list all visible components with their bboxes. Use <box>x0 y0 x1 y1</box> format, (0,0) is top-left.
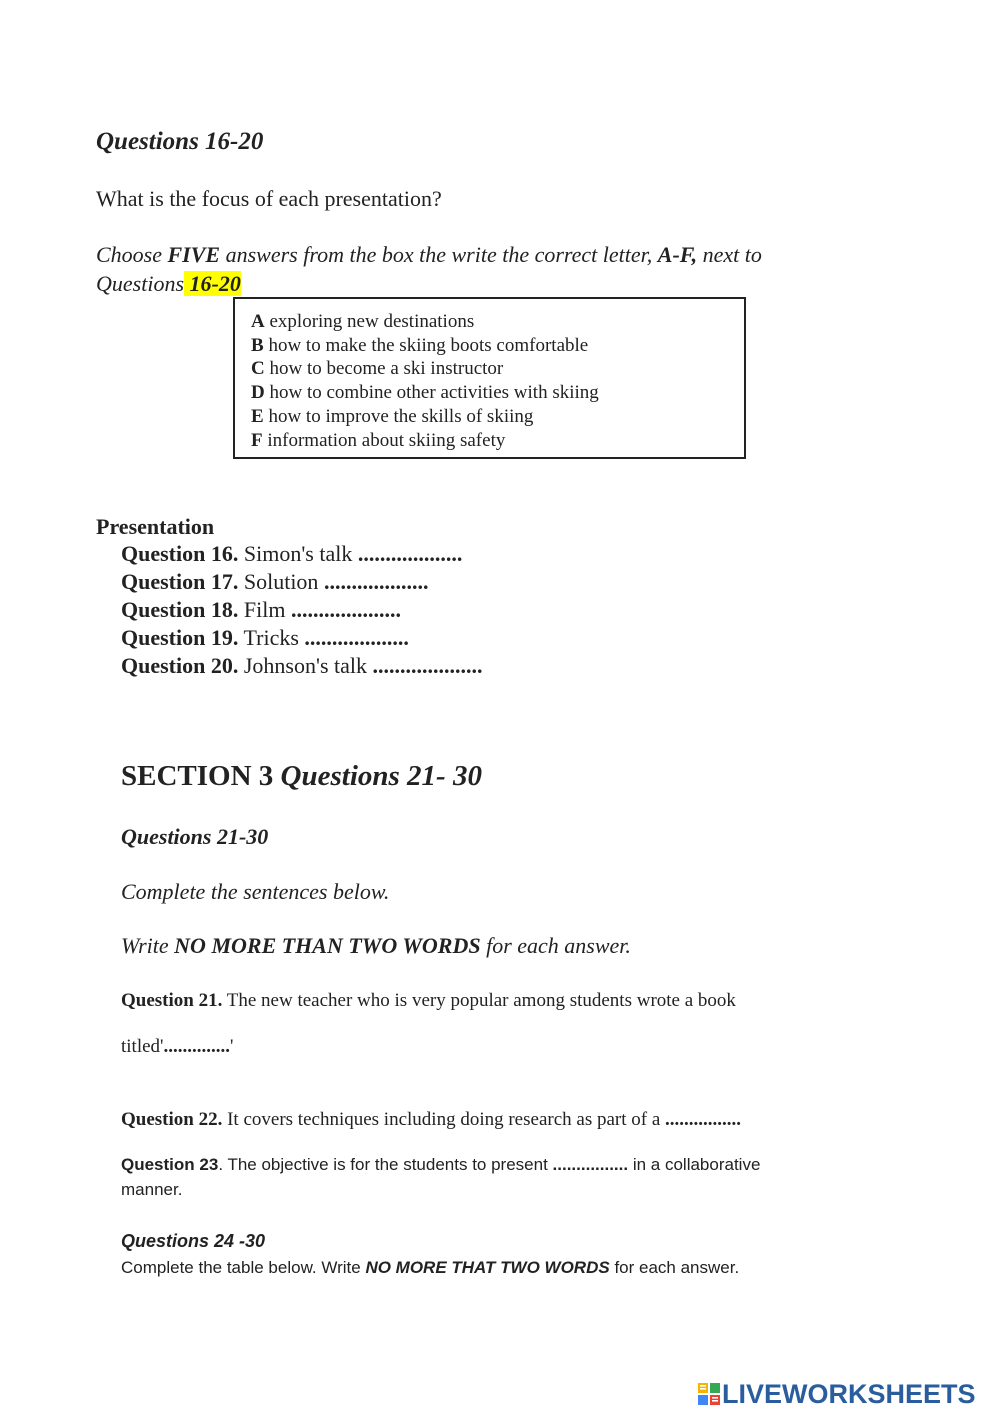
logo-text: LIVEWORKSHEETS <box>722 1378 976 1409</box>
question-23: Question 23. The objective is for the students to present ................ in a collaborative <box>121 1155 761 1174</box>
option-d: D how to combine other activities with skiing <box>251 382 599 403</box>
complete-sentences-instruction: Complete the sentences below. <box>121 879 390 904</box>
option-f: F information about skiing safety <box>251 430 506 451</box>
options-box <box>233 297 746 459</box>
question-19: Question 19. Tricks ................... <box>121 625 409 650</box>
answer-blank[interactable]: .................... <box>290 597 401 622</box>
instruction-line-1: Choose FIVE answers from the box the write the correct letter, A-F, next to <box>96 242 762 267</box>
liveworksheets-logo[interactable] <box>698 1378 976 1410</box>
question-16: Question 16. Simon's talk ................... <box>121 541 463 566</box>
presentation-label: Presentation <box>96 514 215 539</box>
question-20: Question 20. Johnson's talk .................... <box>121 653 483 678</box>
option-e: E how to improve the skills of skiing <box>251 406 534 427</box>
question-22: Question 22. It covers techniques including doing research as part of a ................ <box>121 1109 742 1130</box>
questions-21-30-heading: Questions 21-30 <box>121 824 269 849</box>
word-limit-instruction: Write NO MORE THAN TWO WORDS for each answer. <box>121 933 631 958</box>
table-instruction: Complete the table below. Write NO MORE THAT TWO WORDS for each answer. <box>121 1258 740 1277</box>
answer-blank[interactable]: ................ <box>552 1155 629 1174</box>
highlighted-range: 16-20 <box>184 271 241 296</box>
question-17: Question 17. Solution ................... <box>121 569 429 594</box>
question-18: Question 18. Film .................... <box>121 597 401 622</box>
question-21-continued: titled'..............' <box>121 1036 234 1057</box>
questions-24-30-heading: Questions 24 -30 <box>121 1231 266 1251</box>
option-c: C how to become a ski instructor <box>251 358 504 379</box>
question-21: Question 21. The new teacher who is very popular among students wrote a book <box>121 990 736 1011</box>
liveworksheets-logo-icon <box>698 1383 720 1405</box>
answer-blank[interactable]: .............. <box>163 1036 230 1057</box>
answer-blank[interactable]: ................... <box>304 625 409 650</box>
answer-blank[interactable]: ................... <box>357 541 463 566</box>
section-3-title: SECTION 3 Questions 21- 30 <box>121 760 482 792</box>
answer-blank[interactable]: ................ <box>665 1109 742 1130</box>
focus-question: What is the focus of each presentation? <box>96 186 442 211</box>
instruction-line-2: Questions 16-20 <box>96 271 241 296</box>
question-23-continued: manner. <box>121 1180 183 1199</box>
questions-16-20-heading: Questions 16-20 <box>96 128 264 155</box>
answer-blank[interactable]: ................... <box>323 569 429 594</box>
option-b: B how to make the skiing boots comfortable <box>251 335 589 356</box>
answer-blank[interactable]: .................... <box>372 653 483 678</box>
option-a: A exploring new destinations <box>251 311 475 332</box>
